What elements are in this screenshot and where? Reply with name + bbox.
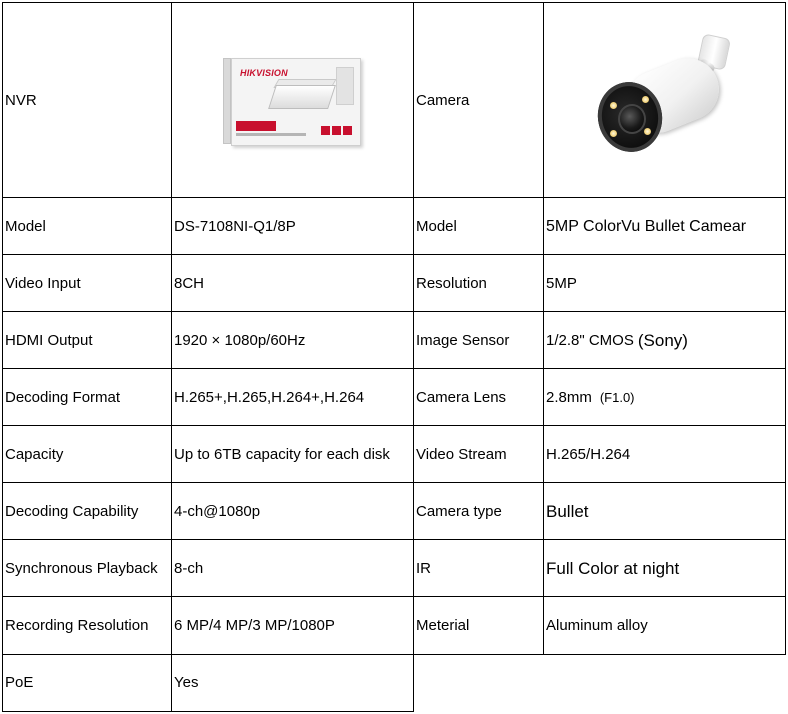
nvr-value-recording-resolution: 6 MP/4 MP/3 MP/1080P bbox=[174, 617, 335, 634]
lens-focal-length: 2.8mm bbox=[546, 389, 592, 406]
grid-line bbox=[2, 197, 786, 198]
cam-key-camera-lens: Camera Lens bbox=[416, 389, 507, 406]
nvr-value-hdmi-output: 1920 × 1080p/60Hz bbox=[174, 332, 306, 349]
cam-value-image-sensor bbox=[544, 312, 785, 369]
grid-line bbox=[2, 654, 786, 655]
grid-line bbox=[2, 2, 3, 712]
nvr-header-label: NVR bbox=[5, 91, 37, 109]
cam-key-model: Model bbox=[416, 218, 457, 235]
nvr-value-decoding-format: H.265+,H.265,H.264+,H.264 bbox=[174, 389, 365, 406]
cam-value-model: 5MP ColorVu Bullet Camear bbox=[546, 217, 747, 235]
camera-header-label: Camera bbox=[416, 91, 470, 109]
nvr-key-decoding-capability: Decoding Capability bbox=[5, 503, 139, 520]
image-sensor-brand: (Sony) bbox=[637, 330, 688, 350]
grid-line bbox=[2, 596, 786, 597]
grid-line bbox=[2, 254, 786, 255]
cam-key-camera-type: Camera type bbox=[416, 503, 502, 520]
grid-line bbox=[543, 2, 544, 655]
cam-key-material: Meterial bbox=[416, 617, 470, 634]
nvr-key-video-input: Video Input bbox=[5, 275, 81, 292]
nvr-value-decoding-capability: 4-ch@1080p bbox=[174, 503, 261, 520]
nvr-value-capacity: Up to 6TB capacity for each disk bbox=[174, 446, 390, 463]
lens-aperture: (F1.0) bbox=[599, 390, 635, 405]
nvr-key-capacity: Capacity bbox=[5, 446, 64, 463]
cam-value-material: Aluminum alloy bbox=[546, 617, 648, 634]
cam-key-resolution: Resolution bbox=[416, 275, 487, 292]
nvr-value-video-input: 8CH bbox=[174, 275, 205, 292]
image-sensor-type: 1/2.8" CMOS bbox=[546, 332, 634, 349]
nvr-key-hdmi-output: HDMI Output bbox=[5, 332, 93, 349]
nvr-value-model: DS-7108NI-Q1/8P bbox=[174, 218, 296, 235]
cam-key-ir: IR bbox=[416, 560, 431, 577]
nvr-key-decoding-format: Decoding Format bbox=[5, 389, 121, 406]
cam-key-image-sensor: Image Sensor bbox=[416, 332, 510, 349]
grid-line bbox=[2, 311, 786, 312]
grid-line bbox=[785, 2, 786, 655]
cam-value-camera-lens bbox=[544, 369, 785, 426]
nvr-product-box-icon bbox=[223, 52, 363, 148]
grid-line bbox=[2, 2, 786, 3]
bullet-camera-icon bbox=[590, 30, 740, 170]
nvr-key-recording-resolution: Recording Resolution bbox=[5, 617, 149, 634]
cam-value-resolution: 5MP bbox=[546, 275, 577, 292]
nvr-key-synchronous-playback: Synchronous Playback bbox=[5, 560, 158, 577]
nvr-image-cell bbox=[172, 3, 414, 197]
grid-line bbox=[2, 482, 786, 483]
nvr-key-model: Model bbox=[5, 218, 46, 235]
grid-line bbox=[2, 711, 414, 712]
cam-value-camera-type: Bullet bbox=[546, 501, 589, 521]
cam-key-video-stream: Video Stream bbox=[416, 446, 507, 463]
cam-value-video-stream: H.265/H.264 bbox=[546, 446, 631, 463]
camera-image-cell bbox=[544, 3, 785, 197]
grid-line bbox=[2, 368, 786, 369]
nvr-value-poe: Yes bbox=[174, 674, 199, 691]
nvr-key-poe: PoE bbox=[5, 674, 34, 691]
grid-line bbox=[413, 2, 414, 712]
nvr-brand-logo: HIKVISION bbox=[240, 68, 288, 78]
grid-line bbox=[2, 539, 786, 540]
grid-line bbox=[2, 425, 786, 426]
nvr-value-synchronous-playback: 8-ch bbox=[174, 560, 204, 577]
grid-line bbox=[171, 2, 172, 712]
cam-value-ir: Full Color at night bbox=[546, 558, 680, 578]
